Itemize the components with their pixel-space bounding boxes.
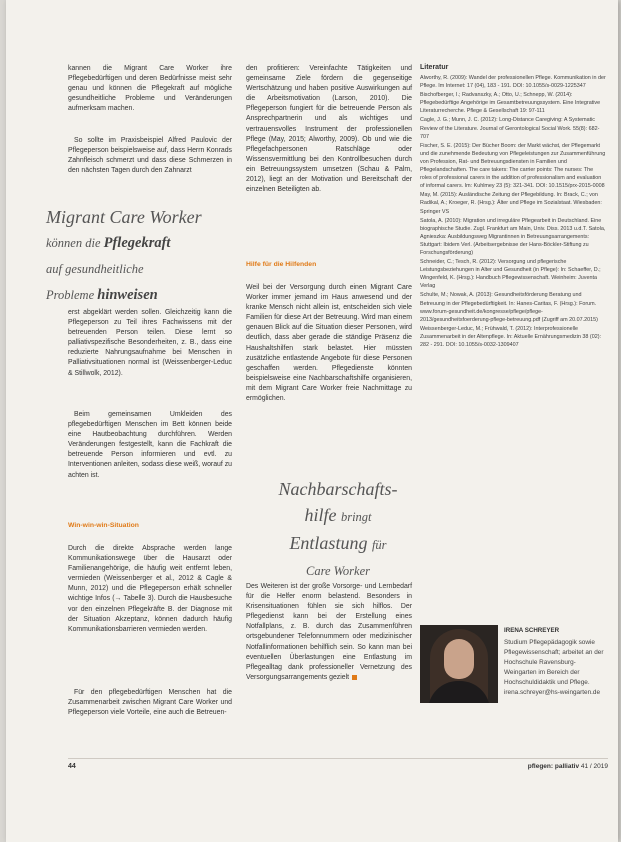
document-page [6,0,618,842]
column1-paragraph-after-pull: erst abgeklärt werden sollen. Gleichzeitig kann die Pflegeperson zu Teil ihres Fachwissens mit der betreuenden Person teilen. Diese lernt so palliativspezifische Besonderheiten, z. B., dass eine reduzierte Nahrungsaufnahme bei Menschen in Palliativsituationen normal ist (Weissenberger-Leduc & Stillwolk, 2012). [68,309,232,377]
end-of-article-mark [352,675,357,680]
column1-paragraph-winwin: Durch die direkte Absprache werden lange Kommunikationswege über die Hausarzt oder Familienangehörige, die häufig weit entfernt leben, vermieden (Weissenberger et al., 2012 & Cagle & Munn, 2012) und die Pflegeperson erhält schneller wichtige Infos (→ Tabelle 3). Durch die Hausbesuche vor den einzelnen Pflegekräfte B. der Diagnose mit der Situation Akzeptanz, können dadurch häufig Kommunikationsbarrieren vermieden werden. [68,545,232,633]
reference-item: Schneider, C.; Tesch, R. (2012): Versorgung und pflegerische Leistungsbeziehungen in Alter und Gesundheit (in Pflege): In: Schaeffer, D.; Wingenfeld, K. (Hrsg.): Handbuch Pflegewissenschaft. Weinheim: Juventa Verlag [420,259,601,290]
pull-quote-line: Nachbarschafts- [278,479,398,499]
pull-quote-line: können die Pflegekraft [46,235,171,251]
journal-name: pflegen: palliativ 41 / 2019 [527,763,608,770]
column1-paragraph-last: Für den pflegebedürftigen Menschen hat die Zusammenarbeit zwischen Migrant Care Worker und Pflegeperson viele Vorteile, eine auch die Betreuen- [68,689,232,717]
pull-quote-line: Migrant Care Worker [46,207,202,227]
reference-item: Alworthy, R. (2009): Wandel der professionellen Pflege. Kommunikation in der Pflege. Im Internet: 17 (04), 183 - 191. DOI: 10.1055/s-0029-1225347 [420,75,606,90]
reference-item: Cagle, J. G.; Munn, J. C. (2012): Long-Distance Caregiving: A Systematic Review of the Literature. Journal of Gerontological Social Work. 55(8): 682-707 [420,117,600,140]
author-photo [420,625,498,703]
pull-quote-line: Care Worker [305,564,370,578]
column1-paragraph-example: So sollte im Praxisbeispiel Alfred Paulovic der Pflegeperson beispielsweise auf, dass Herrn Konrads Zahnfleisch schmerzt und dass diese Schmerzen in den nächsten Tagen durch den Zahnarzt [68,137,232,175]
subhead-win-win: Win-win-win-Situation [68,522,139,529]
pull-quote-line: Entlastung für [289,533,387,553]
column1-paragraph-top: kannen die Migrant Care Worker ihre Pflegebedürftigen und deren Bedürfnisse meist sehr genau und können die Pflegekraft auf mögliche gesundheitliche Probleme und Veränderungen aufmerksam machen. [68,65,232,113]
pull-quote-migrant-care-worker [46,204,236,308]
references-list [420,74,606,350]
reference-item: Weissenberger-Leduc, M.; Frühwald, T. (2012): Interprofessionelle Zusammenarbeit in der Altenpflege. In: Aktuelle Ernährungsmedizin 38 (02): 282 - 291. DOI: 10.1055/s-0032-1309407 [420,325,601,348]
author-bio: Studium Pflegepädagogik sowie Pflegewissenschaft; arbeitet an der Hochschule Ravensburg-Weingarten im Bereich der Hochschuldidaktik und Pflege. irena.schreyer@hs-weingarten.de [504,639,604,696]
pull-quote-line: auf gesundheitliche [46,262,144,276]
page-number: 44 [68,763,76,770]
pull-quote-line: hilfe bringt [304,505,372,525]
subhead-hilfe: Hilfe für die Hilfenden [246,261,317,268]
column2-paragraph-after-pull: Des Weiteren ist der große Vorsorge- und Lernbedarf für die Helfer enorm belastend. Besonders in Krisensituationen fühlen sie sich hilflos. Der Pflegedienst kann bei der Erstellung eines Notfallplans, z. B. durch das Zusammenführen ortsgebundener Telefonnummern oder medizinischer Notfallinformationen behilflich sein. So kann man bei eventuellen Überlastungen eine Entlastung im Pflegealltag dank professioneller Vernetzung des Versorgungsarrangements gezielt [246,583,412,681]
reference-item: Satola, A. (2010): Migration und irreguläre Pflegearbeit in Deutschland. Eine biographische Studie. Zugl. Frankfurt am Main, Univ. Diss. 2013 u.d.T. Satola, Agnieszka: Ausbildungsweg Migrantinnen in Betreuungsarrangements: Stuttgart: Ibidem Verl. (Arbeitsergebnisse der Hans-Böckler-Stiftung zu Forschungsförderung) [420,217,606,256]
reference-item: May, M. (2015): Ausländische Zeitung der Pflegebildung. In: Brack, C.; von Radikal, A.; Kroeger, R. (Hrsg.): Älter und Pflege im Sozialstaat. Wiesbaden: Springer VS [420,192,602,215]
reference-item: Bischofberger, I.; Radvanszky, A.; Otto, U.; Schnepp, W. (2014): Pflegebedürftige Angehörige im Gesamtbetreuungssystem. Eine Integrative Literaturrecherche. Pflege & Gesellschaft 19: 97-111 [420,92,601,115]
reference-item: Schulte, M.; Nowak, A. (2013): Gesundheitsförderung Beratung und Betreuung in der Pflegebedürftigkeit. In: Hanes-Caritas, F. (Hrsg.): Forum. www.forum-gesundheit.de/kongresse/pflege/pflege-2013/gesundheitsfoerderung-pflege-betreuung.pdf (Zugriff am 20.07.2015) [420,292,598,323]
column2-paragraph-top: den profitieren: Vereinfachte Tätigkeiten und gemeinsame Ziele fördern die gegenseitige Wertschätzung und haben positive Auswirkungen auf die Arbeitsmotivation (Larson, 2010). Die Pflegeperson fungiert für die betreuende Person als Ansprechpartnerin und als wichtiges und vertrauensvolles Instrument der professionellen Pflege (May, 2015; Alworthy, 2009). Ob und wie die Pflegefachpersonen Ratschläge oder Wissensvermittlung bei den Kontrollbesuchen durch ein Betreuungssystem umsetzen (Schau & Palm, 2012), liegt an der Motivation und Bereitschaft der einzelnen Beteiligten ab. [246,65,412,194]
author-name: IRENA SCHREYER [504,627,560,634]
references-title: Literatur [420,64,449,71]
column2-paragraph-help: Weil bei der Versorgung durch einen Migrant Care Worker immer jemand im Haus anwesend und der kranke Mensch nicht allein ist, entscheiden sich viele Familien für diese Art der Betreuung. Wird man einem genauen Blick auf die Situation dieser Personen, wird deutlich, dass aber gerade die ständige Präsenz die Haushaltshilfen stark belastet. Hier müssten zusätzliche entlastende Angebote für diese Personen geschaffen werden. Pflegedienste könnten beispielsweise eine Nachbarschaftshilfe organisieren, mit dem Migrant Care Worker freie Nachmittage zu ermöglichen. [246,284,412,403]
pull-quote-line: Probleme hinweisen [46,287,158,303]
column1-paragraph-counsel: Beim gemeinsamen Umkleiden des pflegebedürftigen Menschen im Bett können beide eine Hautbeobachtung durchführen. Werden Veränderungen festgestellt, kann die Fachkraft die betreuende Person informieren und evtl. zu Interventionen anleiten, sodass diese weiß, worauf zu achten ist. [68,411,232,479]
reference-item: Fischer, S. E. (2015): Der Bücher Boom: der Markt wächst, der Pflegemarkt und die zunehmende Bedeutung von Pflegeleistungen zur Zusammenführung von Profession, Rat- und Betreuungsdiensten in Familien und Pflegelandschaften. The care takers: The carrier points: The nurses: The roles of professional carers in the addition of professionalism and evaluation of informal carers. Im: Kuhlmey 23 (5): 321-341. DOI: 10.1515/prx-2015-0008 [420,142,606,190]
pull-quote-nachbarschaftshilfe [258,476,418,584]
footer-divider [68,758,608,759]
